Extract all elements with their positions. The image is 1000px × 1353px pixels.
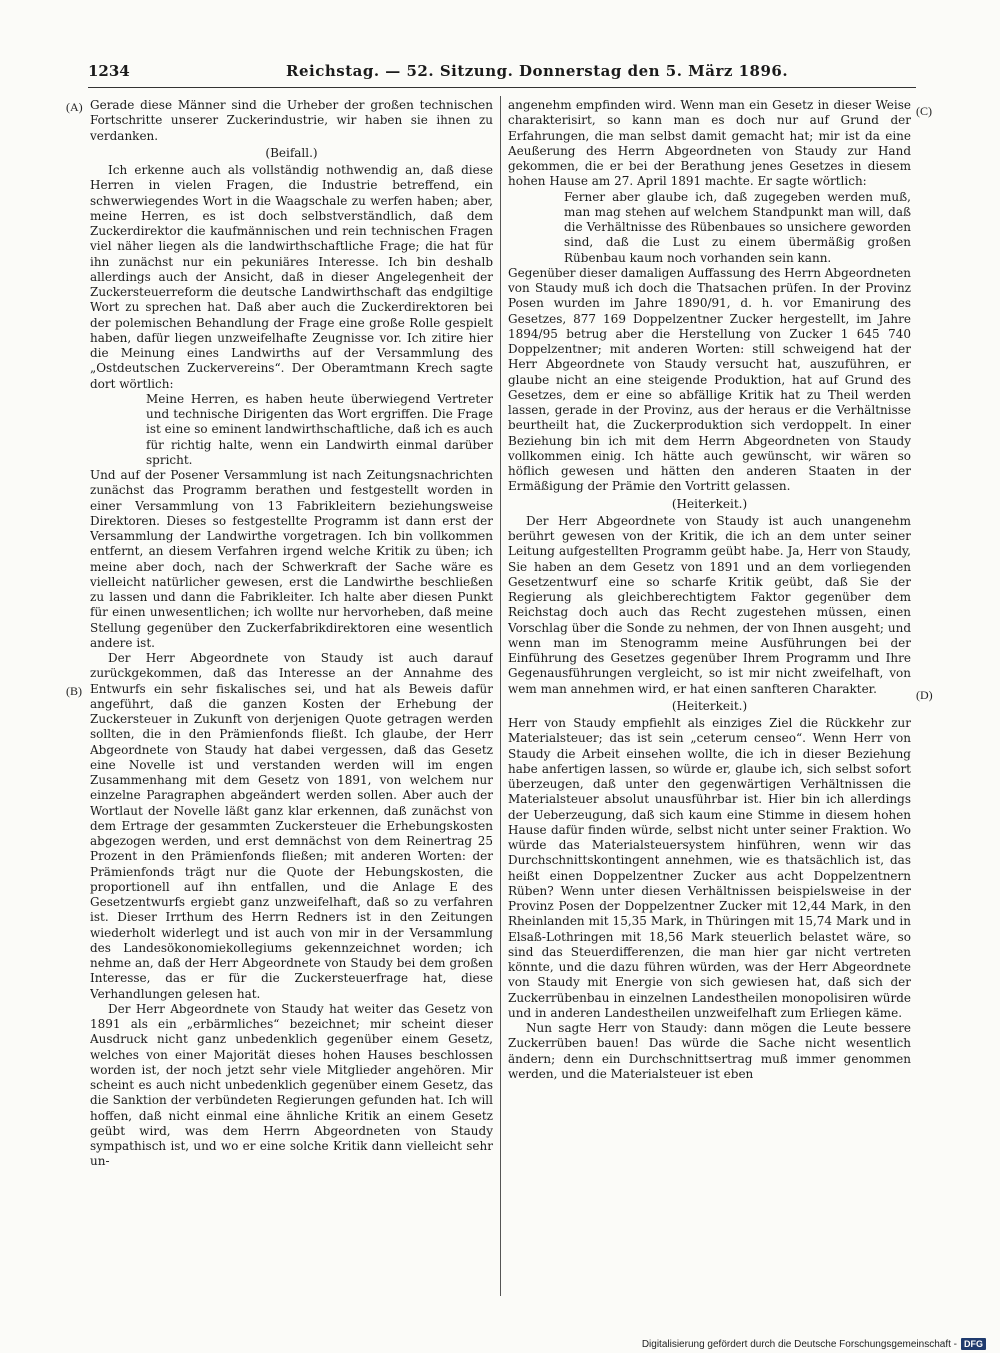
block-quote: Ferner aber glaube ich, daß zugegeben werden muß, man mag stehen auf welchem Standpunkt man will, daß die Verhältnisse des Rübenbaues so unsichere geworden sind, daß die Lust zu einem übermäßig großen Rübenbau kaum noch vorhanden sein kann. <box>564 189 911 265</box>
margin-mark-c: (C) <box>916 104 932 118</box>
paragraph: Der Herr Abgeordnete von Staudy ist auch unangenehm berührt gewesen von der Kritik, die ich an dem unter seiner Leitung aufgestellten Programm geübt habe. Ja, Herr von Staudy, Sie haben an dem Gesetz von 1891 und an dem vorliegenden Gesetzentwurf eine so scharfe Kritik geübt, daß Sie der Regierung als gleichberechtigtem Faktor gegenüber dem Reichstag doch auch das Recht zugestehen müssen, einen Vorschlag über die Sonde zu nehmen, der von Ihnen ausgeht; und wenn man im Stenogramm meine Ausführungen bei der Einführung des Gesetzes gegenüber Ihrem Programm und Ihre Gegenausführungen vergleicht, so ist mir nicht zweifelhaft, von wem man annehmen wird, er hat einen sanfteren Charakter. <box>508 513 911 696</box>
paragraph: Herr von Staudy empfiehlt als einziges Ziel die Rückkehr zur Materialsteuer; das ist sein „ceterum censeo“. Wenn Herr von Staudy die Arbeit einsehen wollte, die ich in dieser Beziehung habe anfertigen lassen, so würde er, glaube ich, sich selbst sofort überzeugen, daß unter den gegenwärtigen Verhältnissen die Materialsteuer absolut unausführbar ist. Hier bin ich allerdings der Ueberzeugung, daß sich kaum eine Stimme in diesem hohen Hause dafür finden würde, selbst nicht unter seiner Fraktion. Wo würde das Materialsteuersystem hinführen, wenn wir das Durchschnittskontingent annehmen, wie es thatsächlich ist, das heißt einen Doppelzentner Zucker aus acht Doppelzentnern Rüben? Wenn unter diesen Verhältnissen beispielsweise in der Provinz Posen der Doppelzentner Zucker mit 12,44 Mark, in den Rheinlanden mit 15,35 Mark, in Thüringen mit 15,74 Mark und in Elsaß-Lothringen mit 18,56 Mark steuerlich belastet wäre, so sind das Steuerdifferenzen, die man hier gar nicht vertreten könnte, und die dazu führen würden, was der Herr Abgeordnete von Staudy mit Energie von sich gewiesen hat, daß sich der Zuckerrübenbau in einzelnen Landestheilen monopolisiren würde und in anderen Landestheilen unzweifelhaft zum Erliegen käme. <box>508 716 911 1020</box>
column-divider <box>500 96 501 1296</box>
paragraph: Gerade diese Männer sind die Urheber der großen technischen Fortschritte unserer Zuckerindustrie, wir haben sie ihnen zu verdanken. <box>90 98 493 143</box>
interjection-beifall: (Beifall.) <box>265 145 318 160</box>
paragraph: Und auf der Posener Versammlung ist nach Zeitungsnachrichten zunächst das Programm berathen und festgestellt worden in einer Versammlung von 13 Fabrikleitern beziehungsweise Direktoren. Dieses so festgestellte Programm ist dann erst der Versammlung der Landwirthe vorgetragen. Ich bin vollkommen entfernt, an diesem Verfahren irgend welche Kritik zu üben; ich meine aber doch, nach der Schwerkraft der Sache wäre es vielleicht natürlicher gewesen, erst die Landwirthe beschließen zu lassen und dann die Fabrikleiter. Ich halte aber diesen Punkt für einen unwesentlichen; ich wollte nur hervorheben, daß meine Stellung gegenüber den Zuckerfabrikdirektoren eine wesentlich andere ist. <box>90 468 493 650</box>
paragraph: Ich erkenne auch als vollständig nothwendig an, daß diese Herren in vielen Fragen, die Industrie betreffend, ein schwerwiegendes Wort in die Waagschale zu werfen haben; aber, meine Herren, es ist doch selbstverständlich, daß dem Zuckerdirektor die kaufmännischen und rein technischen Fragen viel näher liegen als die landwirthschaftliche Frage; die hat für ihn zunächst nur ein pekuniäres Interesse. Ich bin deshalb allerdings auch der Ansicht, daß in dieser Angelegenheit der Zuckersteuerreform die deutsche Landwirthschaft das endgiltige Wort zu sprechen hat. Daß aber auch die Zuckerdirektoren bei der polemischen Behandlung der Frage eine große Rolle gespielt haben, dafür liegen unzweifelhafte Zeugnisse vor. Ich zitire hier die Meinung eines Landwirths auf der Versammlung des „Ostdeutschen Zuckervereins“. Der Oberamtmann Krech sagte dort wörtlich: <box>90 163 493 391</box>
right-column <box>508 98 911 1293</box>
paragraph: Nun sagte Herr von Staudy: dann mögen die Leute bessere Zuckerrüben bauen! Das würde die Sache nicht wesentlich ändern; denn ein Durchschnittsertrag muß immer genommen werden, und die Materialsteuer ist eben <box>508 1021 911 1081</box>
digitization-credit <box>642 1337 986 1351</box>
margin-mark-b: (B) <box>66 684 82 698</box>
interjection-heiterkeit: (Heiterkeit.) <box>671 698 748 713</box>
dfg-logo: DFG <box>961 1338 986 1350</box>
paragraph: Der Herr Abgeordnete von Staudy ist auch darauf zurückgekommen, daß das Interesse an der Annahme des Entwurfs ein sehr fiskalisches sei, und hat als Beweis dafür angeführt, daß die ganzen Kosten der Erhebung der Zuckersteuer in Zukunft von derjenigen Quote getragen werden sollten, die in den Prämienfonds fließt. Ich glaube, der Herr Abgeordnete von Staudy hat dabei vergessen, daß das Gesetz eine Novelle ist und verstanden werden will im engen Zusammenhang mit dem Gesetz von 1891, von welchem nur einzelne Paragraphen abgeändert werden sollen. Aber auch der Wortlaut der Novelle läßt ganz klar erkennen, daß zunächst von dem Ertrage der gesammten Zuckersteuer die Erhebungskosten abgezogen werden, und erst demnächst von dem Reinertrag 25 Prozent in den Prämienfonds fließen; mit anderen Worten: der Prämienfonds trägt nur die Quote der Hebungskosten, die proportionell auf ihn entfallen, und die Anlage E des Gesetzentwurfs ergiebt ganz unzweifelhaft, daß so zu verfahren ist. Dieser Irrthum des Herrn Redners ist in den Zeitungen wiederholt widerlegt und ist auch von mir in der Versammlung des Landesökonomiekollegiums gekennzeichnet worden; ich nehme an, daß der Herr Abgeordnete von Staudy bei dem großen Interesse, das er für die Zuckersteuerfrage hat, diese Verhandlungen gelesen hat. <box>90 651 493 1001</box>
header-rule <box>88 87 916 88</box>
credit-text: Digitalisierung gefördert durch die Deutsche Forschungsgemeinschaft - <box>641 1338 957 1350</box>
margin-mark-a: (A) <box>66 100 83 114</box>
page-header <box>88 58 916 84</box>
interjection-heiterkeit: (Heiterkeit.) <box>671 496 748 511</box>
running-title: Reichstag. — 52. Sitzung. Donnerstag den 5. März 1896. <box>286 62 789 80</box>
margin-mark-d: (D) <box>916 688 933 702</box>
left-column <box>90 98 493 1293</box>
block-quote: Meine Herren, es haben heute überwiegend Vertreter und technische Dirigenten das Wort ergriffen. Die Frage ist eine so eminent landwirthschaftliche, daß ich es auch für richtig halte, wenn ein Landwirth einmal darüber spricht. <box>146 391 493 467</box>
page-number: 1234 <box>88 62 130 80</box>
paragraph: angenehm empfinden wird. Wenn man ein Gesetz in dieser Weise charakterisirt, so kann man es doch nur auf Grund der Erfahrungen, die man selbst damit gemacht hat; mir ist da eine Aeußerung des Herrn Abgeordneten von Staudy zur Hand gekommen, die er bei der Berathung jenes Gesetzes in diesem hohen Hause am 27. April 1891 machte. Er sagte wörtlich: <box>508 98 911 189</box>
paragraph: Der Herr Abgeordnete von Staudy hat weiter das Gesetz von 1891 als ein „erbärmliches“ bezeichnet; mir scheint dieser Ausdruck nicht ganz unbedenklich gegenüber einem Gesetz, welches von einer Majorität dieses hohen Hauses beschlossen worden ist, der noch jetzt sehr viele Mitglieder angehören. Mir scheint es auch nicht unbedenklich gegenüber einem Gesetz, das die Sanktion der verbündeten Regierungen gefunden hat. Ich will hoffen, daß nicht einmal eine ähnliche Kritik an einem Gesetz geübt wird, was dem Herrn Abgeordneten von Staudy sympathisch ist, und wo er eine solche Kritik dann vielleicht sehr un- <box>90 1001 493 1169</box>
paragraph: Gegenüber dieser damaligen Auffassung des Herrn Abgeordneten von Staudy muß ich doch die Thatsachen prüfen. In der Provinz Posen wurden im Jahre 1890/91, d. h. vor Emanirung des Gesetzes, 877 169 Doppelzentner Zucker hergestellt, im Jahre 1894/95 betrug aber die Herstellung von Zucker 1 645 740 Doppelzentner; mit anderen Worten: still schweigend hat der Herr Abgeordnete von Staudy versucht hat, auszuführen, er glaube nicht an eine steigende Produktion, hat auf Grund des Gesetzes, dem er eine so abfällige Kritik hat zu Theil werden lassen, gerade in der Provinz, aus der heraus er die Verhältnisse beurtheilt hat, die Zuckerproduktion sich verdoppelt. In einer Beziehung bin ich mit dem Herrn Abgeordneten von Staudy vollkommen einig. Ich hätte auch gewünscht, wir wären so höflich gewesen und hätten den anderen Staaten in der Ermäßigung der Prämie den Vortritt gelassen. <box>508 265 911 494</box>
